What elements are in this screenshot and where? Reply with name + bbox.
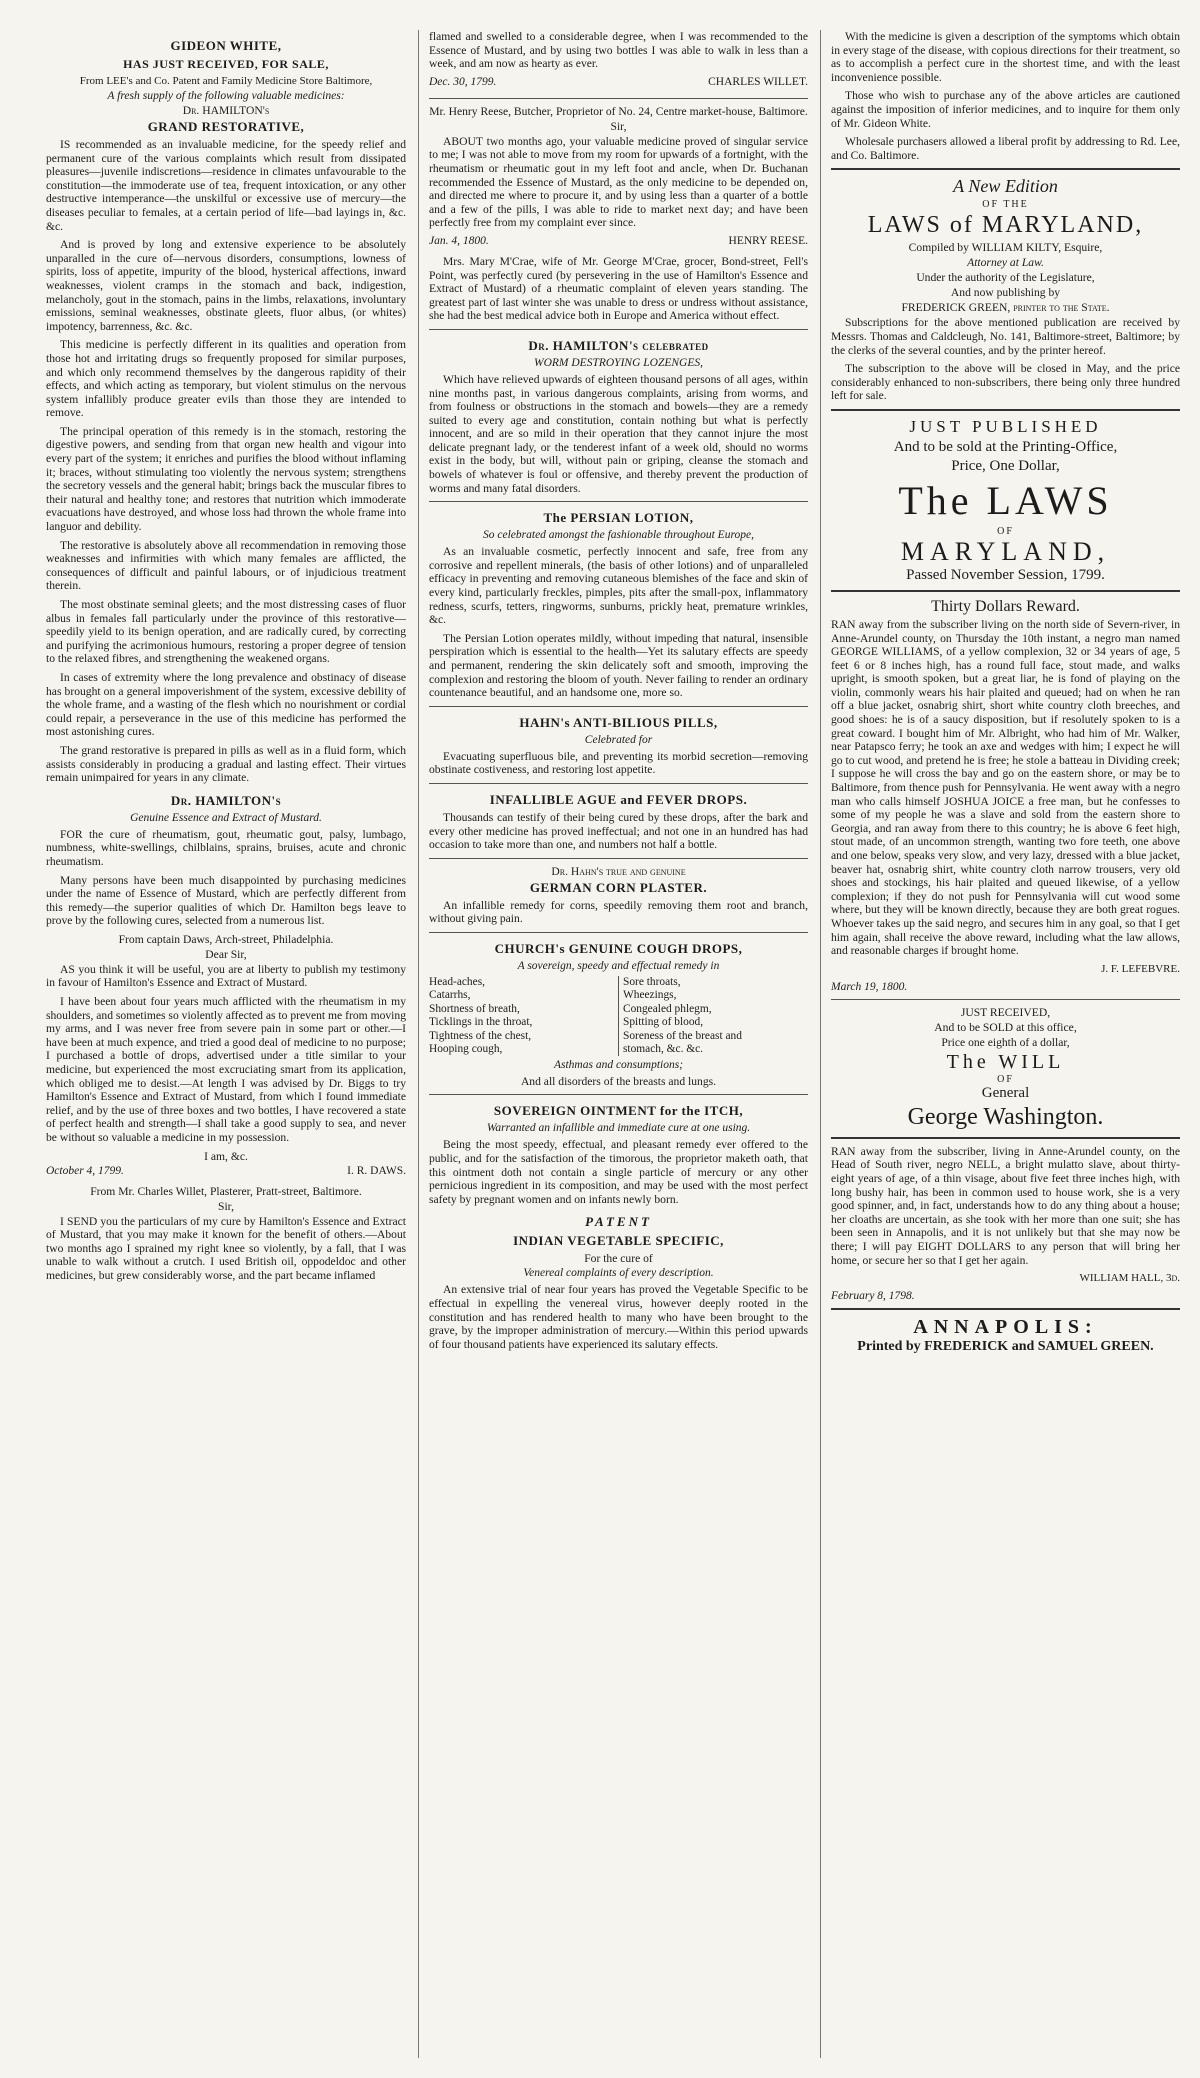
just-received: JUST RECEIVED, [960,1005,1051,1019]
maryland-title: MARYLAND, [900,536,1111,566]
paragraph: Those who wish to purchase any of the above articles are cautioned against the imposition of inferior medicines, and to inquire for them only of Mr. Gideon White. [831,89,1180,130]
george-washington-title: George Washington. [907,1103,1104,1130]
paragraph: Subscriptions for the above mentioned publication are received by Messrs. Thomas and Caldcleugh, No. 141, Baltimore-street, Baltimore; by the clerks of the several counties, and by the printer hereof. [831,316,1180,357]
letter-heading: From Mr. Charles Willet, Plasterer, Pratt-street, Baltimore. [90,1184,362,1198]
hahn-subheading: Celebrated for [584,733,653,746]
list-item: Hooping cough, [429,1042,503,1055]
advertiser-name: GIDEON WHITE, [170,38,282,53]
paragraph: An infallible remedy for corns, speedily removing them root and branch, without giving pain. [429,898,808,926]
divider [429,858,808,859]
grand-restorative-title: GRAND RESTORATIVE, [147,119,305,134]
cough-list-left [429,976,619,1056]
signature-row [429,235,808,251]
paragraph: The principal operation of this remedy is in the stomach, restoring the digestive powers, and sending from that organ new health and vigour into every part of the system; it enriches and purifies the blood without inflaming it; braces, without stimulating too violently the nervous system; strengthens the secretory vessels and the general habit; brings back the muscular fibres to their natural and healthy tone; and restores that nutrition which immoderate evacuations have destroyed, and whose loss had thrown the whole frame into languor and debility. [46,424,406,534]
signature-row [429,76,808,92]
price-eighth: Price one eighth of a dollar, [941,1035,1070,1049]
annapolis-imprint: ANNAPOLIS: [913,1316,1098,1339]
the-will-title: The WILL [946,1050,1065,1073]
the-laws-title: The LAWS [898,477,1113,523]
divider [831,168,1180,170]
list-item: Head-aches, [429,975,485,988]
letter-signature: CHARLES WILLET. [708,75,808,88]
paragraph: Evacuating superfluous bile, and preventing its morbid secretion—removing obstinate costiveness, and restoring lost appetite. [429,749,808,777]
sold-office: And to be SOLD at this office, [934,1020,1077,1034]
list-item: Spitting of blood, [623,1016,704,1029]
divider [429,501,808,502]
divider [429,932,808,933]
letter-date: Jan. 4, 1800. [429,234,489,247]
lefebvre-signature: J. F. LEFEBVRE. [1101,962,1180,975]
lefebvre-date: March 19, 1800. [831,980,908,993]
publishing-line: And now publishing by [950,286,1061,300]
column-1 [46,30,406,2058]
paragraph: I have been about four years much afflicted with the rheumatism in my shoulders, and sometimes so violently affected as to prevent me from moving my arms, and I was never free from severe pain in some part or other.—I have been at much expence, and tried a good deal of medicine to no purpose; I purchased a bottle of drops, advertised under a title similar to your medicine, but experienced the most excruciating smart from its application, which obliged me to desist.—At length I was advised by Dr. Biggs to try Hamilton's Essence and Extract of Mustard, from which I found immediate relief, and by the use of three boxes and two bottles, I have recovered a state of perfect health and strength—I shall take a good supply to sea, and never be without so valuable a medicine in my possession. [46,995,406,1144]
cough-list-right [623,976,808,1056]
just-published: JUST PUBLISHED [909,416,1102,436]
indian-subheading-1: For the cure of [584,1252,653,1266]
paragraph: As an invaluable cosmetic, perfectly innocent and safe, free from any corrosive and repellent minerals, (the basis of other lotions) and of unparalleled efficacy in preventing and removing cutaneous blemishes of the face and skin of every kind, particularly freckles, pimples, pits after the small-pox, inflammatory redness, scurfs, tetters, ringworms, sunburns, prickly heat, premature wrinkles, &c. [429,545,808,627]
paragraph: In cases of extremity where the long prevalence and obstinacy of disease has brought on a general impoverishment of the system, excessive debility of the whole frame, and a wasting of the flesh which no nourishment or cordial could repair, a perseverance in the use of this medicine has performed the most astonishing cures. [46,670,406,739]
paragraph: AS you think it will be useful, you are at liberty to publish my testimony in favour of Hamilton's Essence and Extract of Mustard. [46,962,406,990]
printed-by: Printed by FREDERICK and SAMUEL GREEN. [857,1339,1154,1355]
paragraph: Mrs. Mary M'Crae, wife of Mr. George M'Crae, grocer, Bond-street, Fell's Point, was perfectly cured (by persevering in the use of Hamilton's Essence and Extract of Mustard) of a rheumatic complaint of eleven years standing. The greatest part of last winter she was unable to dress or undress without assistance, she had the best medical advice both in Europe and America without effect. [429,254,808,323]
list-item: Shortness of breath, [429,1002,520,1015]
patent-label: PATENT [585,1214,652,1230]
paragraph: This medicine is perfectly different in its qualities and operation from those hot and irritating drugs so frequently proposed for similar purposes, and which only recommend themselves by the dangerous rapidity of their effects, and which acting as temporary, but violent stimulus on the nervous system infallibly produce greater evils than those they are intended to remove. [46,338,406,420]
letter-signature: HENRY REESE. [728,234,808,247]
corn-heading-2: GERMAN CORN PLASTER. [529,879,708,895]
paragraph: Many persons have been much disappointed by purchasing medicines under the name of Essence of Mustard, which are perfectly different from this remedy—the superior qualities of which Dr. Hamilton begs leave to prove by the following cures, selected from a numerous list. [46,873,406,928]
cough-ending-2: And all disorders of the breasts and lungs. [520,1075,717,1089]
list-item: Tightness of the chest, [429,1029,532,1042]
mustard-subheading: Genuine Essence and Extract of Mustard. [130,811,322,824]
list-item: Ticklings in the throat, [429,1016,533,1029]
paragraph: And is proved by long and extensive experience to be absolutely unparalled in the cure of—nervous disorders, consumptions, lowness of spirits, loss of appetite, impurity of the blood, hysterical affections, inward weaknesses, violent cramps in the stomach and back, indigestion, melancholy, gout in the stomach, pains in the limbs, relaxations, involuntary emissions, seminal weaknesses, obstinate gleets, fluor albus, (or whites) impotency, barrenness, &c. &c. [46,238,406,333]
salutation: Sir, [218,1199,234,1213]
salutation: Dear Sir, [205,947,247,961]
printer-line: FREDERICK GREEN, printer to the State. [901,301,1110,315]
cough-subheading: A sovereign, speedy and effectual remedy in [517,959,720,972]
signature-row [46,1165,406,1181]
divider [429,783,808,784]
cough-ending-1: Asthmas and consumptions; [553,1059,684,1072]
worm-heading: Dr. HAMILTON's celebrated [528,337,709,353]
paragraph: The Persian Lotion operates mildly, without impeding that natural, insensible perspiration which is essential to the health—Yet its salutary effects are speedy and permanent, rendering the skin delicately soft and smooth, improving the complexion and restoring the bloom of youth. Never failing to render an ordinary countenance beautiful, and an handsome one, more so. [429,631,808,700]
paragraph: The restorative is absolutely above all recommendation in removing those weaknesses and infirmities with which many females are afflicted, the consequences of difficult and painful labours, or of injudicious treatment therein. [46,538,406,593]
letter-heading: Mr. Henry Reese, Butcher, Proprietor of No. 24, Centre market-house, Baltimore. [429,104,808,118]
paragraph: The most obstinate seminal gleets; and the most distressing cases of fluor albus in females fall particularly under the province of this restorative—speedily yield to its benign operation, and are radically cured, by correcting and purifying the acrimonious humours, restoring a proper degree of tension to the relaxed fibres, and strengthening the weakened organs. [46,598,406,666]
laws-title: LAWS of MARYLAND, [867,212,1144,239]
price-line: Price, One Dollar, [951,457,1060,474]
of-the: OF THE [982,199,1029,211]
divider [429,1094,808,1095]
paragraph: With the medicine is given a description of the symptoms which obtain in every stage of the disease, with copious directions for their treatment, so as to accomplish a perfect cure in the shortest time, and with the least inconvenience possible. [831,30,1180,84]
divider [831,1308,1180,1310]
paragraph: flamed and swelled to a considerable degree, when I was recommended to the Essence of Mustard, and by using two bottles I was able to walk in less than a week, and am now as hearty as ever. [429,30,808,71]
from-line: From LEE's and Co. Patent and Family Medicine Store Baltimore, [79,75,373,87]
letter-date: Dec. 30, 1799. [429,75,497,88]
paragraph: Being the most speedy, effectual, and pleasant remedy ever offered to the public, and for the satisfaction of the timorous, the proprietor maketh oath, that this ointment doth not contain a single particle of mercury or any other pernicious ingredient in its composition, and may be used with the most perfect safety by pregnant women and on infants newly born. [429,1138,808,1206]
column-2 [418,30,808,2058]
ague-heading: INFALLIBLE AGUE and FEVER DROPS. [489,791,748,807]
persian-heading: The PERSIAN LOTION, [543,510,694,526]
divider [831,409,1180,411]
cough-heading: CHURCH's GENUINE COUGH DROPS, [494,940,743,956]
corn-heading-1: Dr. Hahn's true and genuine [551,864,686,878]
passed-session: Passed November Session, 1799. [906,566,1105,583]
persian-subheading: So celebrated amongst the fashionable throughout Europe, [483,529,754,542]
of-label: OF [997,525,1014,537]
letter-signature: I. R. DAWS. [347,1164,406,1177]
paragraph: Which have relieved upwards of eighteen thousand persons of all ages, within nine months past, in various dangerous complaints, arising from worms, and from foulness or obstructions in the stomach and bowels—they are a remedy suited to every age and constitution, contain nothing but what is perfectly innocent, and are so mild in their operation that they cannot injure the most delicate pregnant lady, or the tenderest infant of a week old, should no worms exist in the body, but will, without pain or griping, cleanse the stomach and bowels of whatever is foul or offensive, and thereby prevent the production of worms and many fatal disorders. [429,372,808,495]
letter-heading: From captain Daws, Arch-street, Philadelphia. [118,932,334,946]
mustard-heading: Dr. HAMILTON's [170,792,282,808]
indian-heading: INDIAN VEGETABLE SPECIFIC, [513,1233,724,1249]
paragraph: RAN away from the subscriber, living in Anne-Arundel county, on the Head of South river, negro NELL, a bright mulatto slave, about thirty-eight years of age, of a thin visage, about five feet three inches high, with long bushy hair, has been in common used to house work, she is a very good spinner, and, in fact, understands how to do any thing about a house; her cloaths are uncertain, as she took with her more than one suit; she has been seen in Annapolis, and it is not unlikely but that she may now be there; I will pay EIGHT DOLLARS to any person that will bring her home, or secure her so that I get her again. [831,1144,1180,1267]
paragraph: FOR the cure of rheumatism, gout, rheumatic gout, palsy, lumbago, numbness, white-swellings, chilblains, sprains, bruises, acute and chronic rheumatism. [46,827,406,868]
divider [831,1137,1180,1139]
divider [831,590,1180,592]
paragraph: Thousands can testify of their being cured by these drops, after the bark and every other medicine has proved ineffectual; and not one in an hundred has had occasion to take more than one, and numbers not half a bottle. [429,810,808,852]
itch-heading: SOVEREIGN OINTMENT for the ITCH, [493,1103,744,1119]
itch-subheading: Warranted an infallible and immediate cure at one using. [486,1122,751,1135]
attorney-line: Attorney at Law. [967,256,1044,270]
paragraph: RAN away from the subscriber living on the north side of Severn-river, in Anne-Arundel county, on Thursday the 10th instant, a negro man named GEORGE WILLIAMS, of a yellow complexion, 32 or 34 years of age, 5 feet 6 or 8 inches high, has a round full face, stout made, and walks upright, is smooth spoken, but a great liar, he is fond of playing on the violin, commonly wears his hair plaited and queued; had on when he ran off a blue jacket, osnabrig shirt, short white country cloth breeches, and good shoes: he is of a saucy disposition, but if resolutely spoken to is a great coward. I bought him of Mr. Albright, who had him of Mr. Walker, near Patapsco ferry; he took an axe and wedges with him; I expect he will go to cut wood, and pretend he is free; he stole a batteau in Dividing creek; I suppose he will cross the bay and go on the eastern shore, or may be to Baltimore, from thence push for Pennsylvania. He went away with a negro man who calls himself JOSHUA JOICE a free man, but he confesses to some of my people he was a slave and sold from the eastern shore to Georgia, and ran away from there to this country; he is above 6 feet high, stout made, of an uncommon strength, wanting two fore teeth, one above and one below, speaks very slow, and very lazy, dressed with a blue jacket, beaver hat, osnabrig shirt, white country cloth narrow trousers, very old shoes and stockings, his hair plaited and queued likewise, of a yellow complexion; if they do not push for Pennsylvania will cut wood some where, but they will be known directly, because they are both great rogues. Whoever takes up the said negro, and secures him in any goal, so that I get him again, shall receive the above reward, including what the law allows, and reasonable charges if brought home. [831,617,1180,958]
list-item: Catarrhs, [429,989,471,1002]
letter-date: October 4, 1799. [46,1164,124,1177]
paragraph: The subscription to the above will be closed in May, and the price considerably enhanced to non-subscribers, there being only three hundred left for sale. [831,362,1180,403]
divider [429,329,808,330]
paragraph: An extensive trial of near four years has proved the Vegetable Specific to be effectual in expelling the venereal virus, however deeply rooted in the constitution and has rendered health to many who have been brought to the grave, by the improper administration of mercury.—Within this period upwards of four thousand patients have experienced its salutary effects. [429,1283,808,1351]
compiled-line: Compiled by WILLIAM KILTY, Esquire, [908,241,1103,255]
of-label: OF [997,1073,1014,1085]
paragraph: IS recommended as an invaluable medicine, for the speedy relief and permanent cure of the various complaints which result from dissipated pleasures—juvenile indiscretions—residence in climates unfavourable to the constitution—the immoderate use of tea, frequent intoxication, or any other destructive intemperance—the unskilful or excessive use of mercury—the diseases peculiar to females, at a certain period of life—bad layings in, &c. &c. [46,138,406,233]
divider [429,98,808,99]
received-line: HAS JUST RECEIVED, FOR SALE, [123,57,329,71]
new-edition: A New Edition [953,176,1058,197]
divider [831,999,1180,1000]
hamilton-name: Dr. HAMILTON's [182,104,270,117]
indian-subheading-2: Venereal complaints of every description. [523,1267,714,1280]
reward-heading: Thirty Dollars Reward. [931,597,1080,615]
list-item: Sore throats, [623,975,681,988]
list-item: Soreness of the breast and [623,1029,742,1042]
paragraph: The grand restorative is prepared in pills as well as in a fluid form, which assists considerably in producing a gradual and lasting effect. Their virtues remain unimpaired for years in any climate. [46,743,406,785]
paragraph: ABOUT two months ago, your valuable medicine proved of singular service to me; I was not able to move from my room for upwards of a fortnight, with the rheumatism or rheumatic gout in my left foot and ancle, when Dr. Buchanan recommended the Essence of Mustard, as the only medicine to be depended on, and directed me where to procure it, and by using less than a quarter of a bottle and a few of the pills, I was able to ride to market next day; and have been perfectly free from my complaint ever since. [429,134,808,230]
list-item: Congealed phlegm, [623,1002,712,1015]
list-item: stomach, &c. &c. [623,1042,704,1055]
hall-date: February 8, 1798. [831,1290,915,1303]
authority-line: Under the authority of the Legislature, [916,271,1095,285]
general-label: General [981,1084,1030,1101]
worm-subheading: WORM DESTROYING LOZENGES, [534,356,703,369]
to-be-sold: And to be sold at the Printing-Office, [893,438,1118,455]
salutation: Sir, [610,119,627,133]
closing: I am, &c. [204,1149,248,1163]
column-3 [820,30,1180,2058]
paragraph: I SEND you the particulars of my cure by Hamilton's Essence and Extract of Mustard, that you may make it known for the benefit of others.—About two months ago I sprained my right knee so violently, by a fall, that I was unable to walk without a crutch. I used British oil, oppodeldoc and other medicines, but grew considerably worse, and the part became inflamed [46,1214,406,1282]
fresh-supply-line: A fresh supply of the following valuable medicines: [107,89,345,102]
hall-signature: WILLIAM HALL, 3d. [1079,1272,1180,1285]
divider [429,706,808,707]
list-item: Wheezings, [623,989,677,1002]
paragraph: Wholesale purchasers allowed a liberal profit by addressing to Rd. Lee, and Co. Baltimore. [831,135,1180,162]
cough-list [429,976,808,1056]
hahn-heading: HAHN's ANTI-BILIOUS PILLS, [519,714,718,730]
